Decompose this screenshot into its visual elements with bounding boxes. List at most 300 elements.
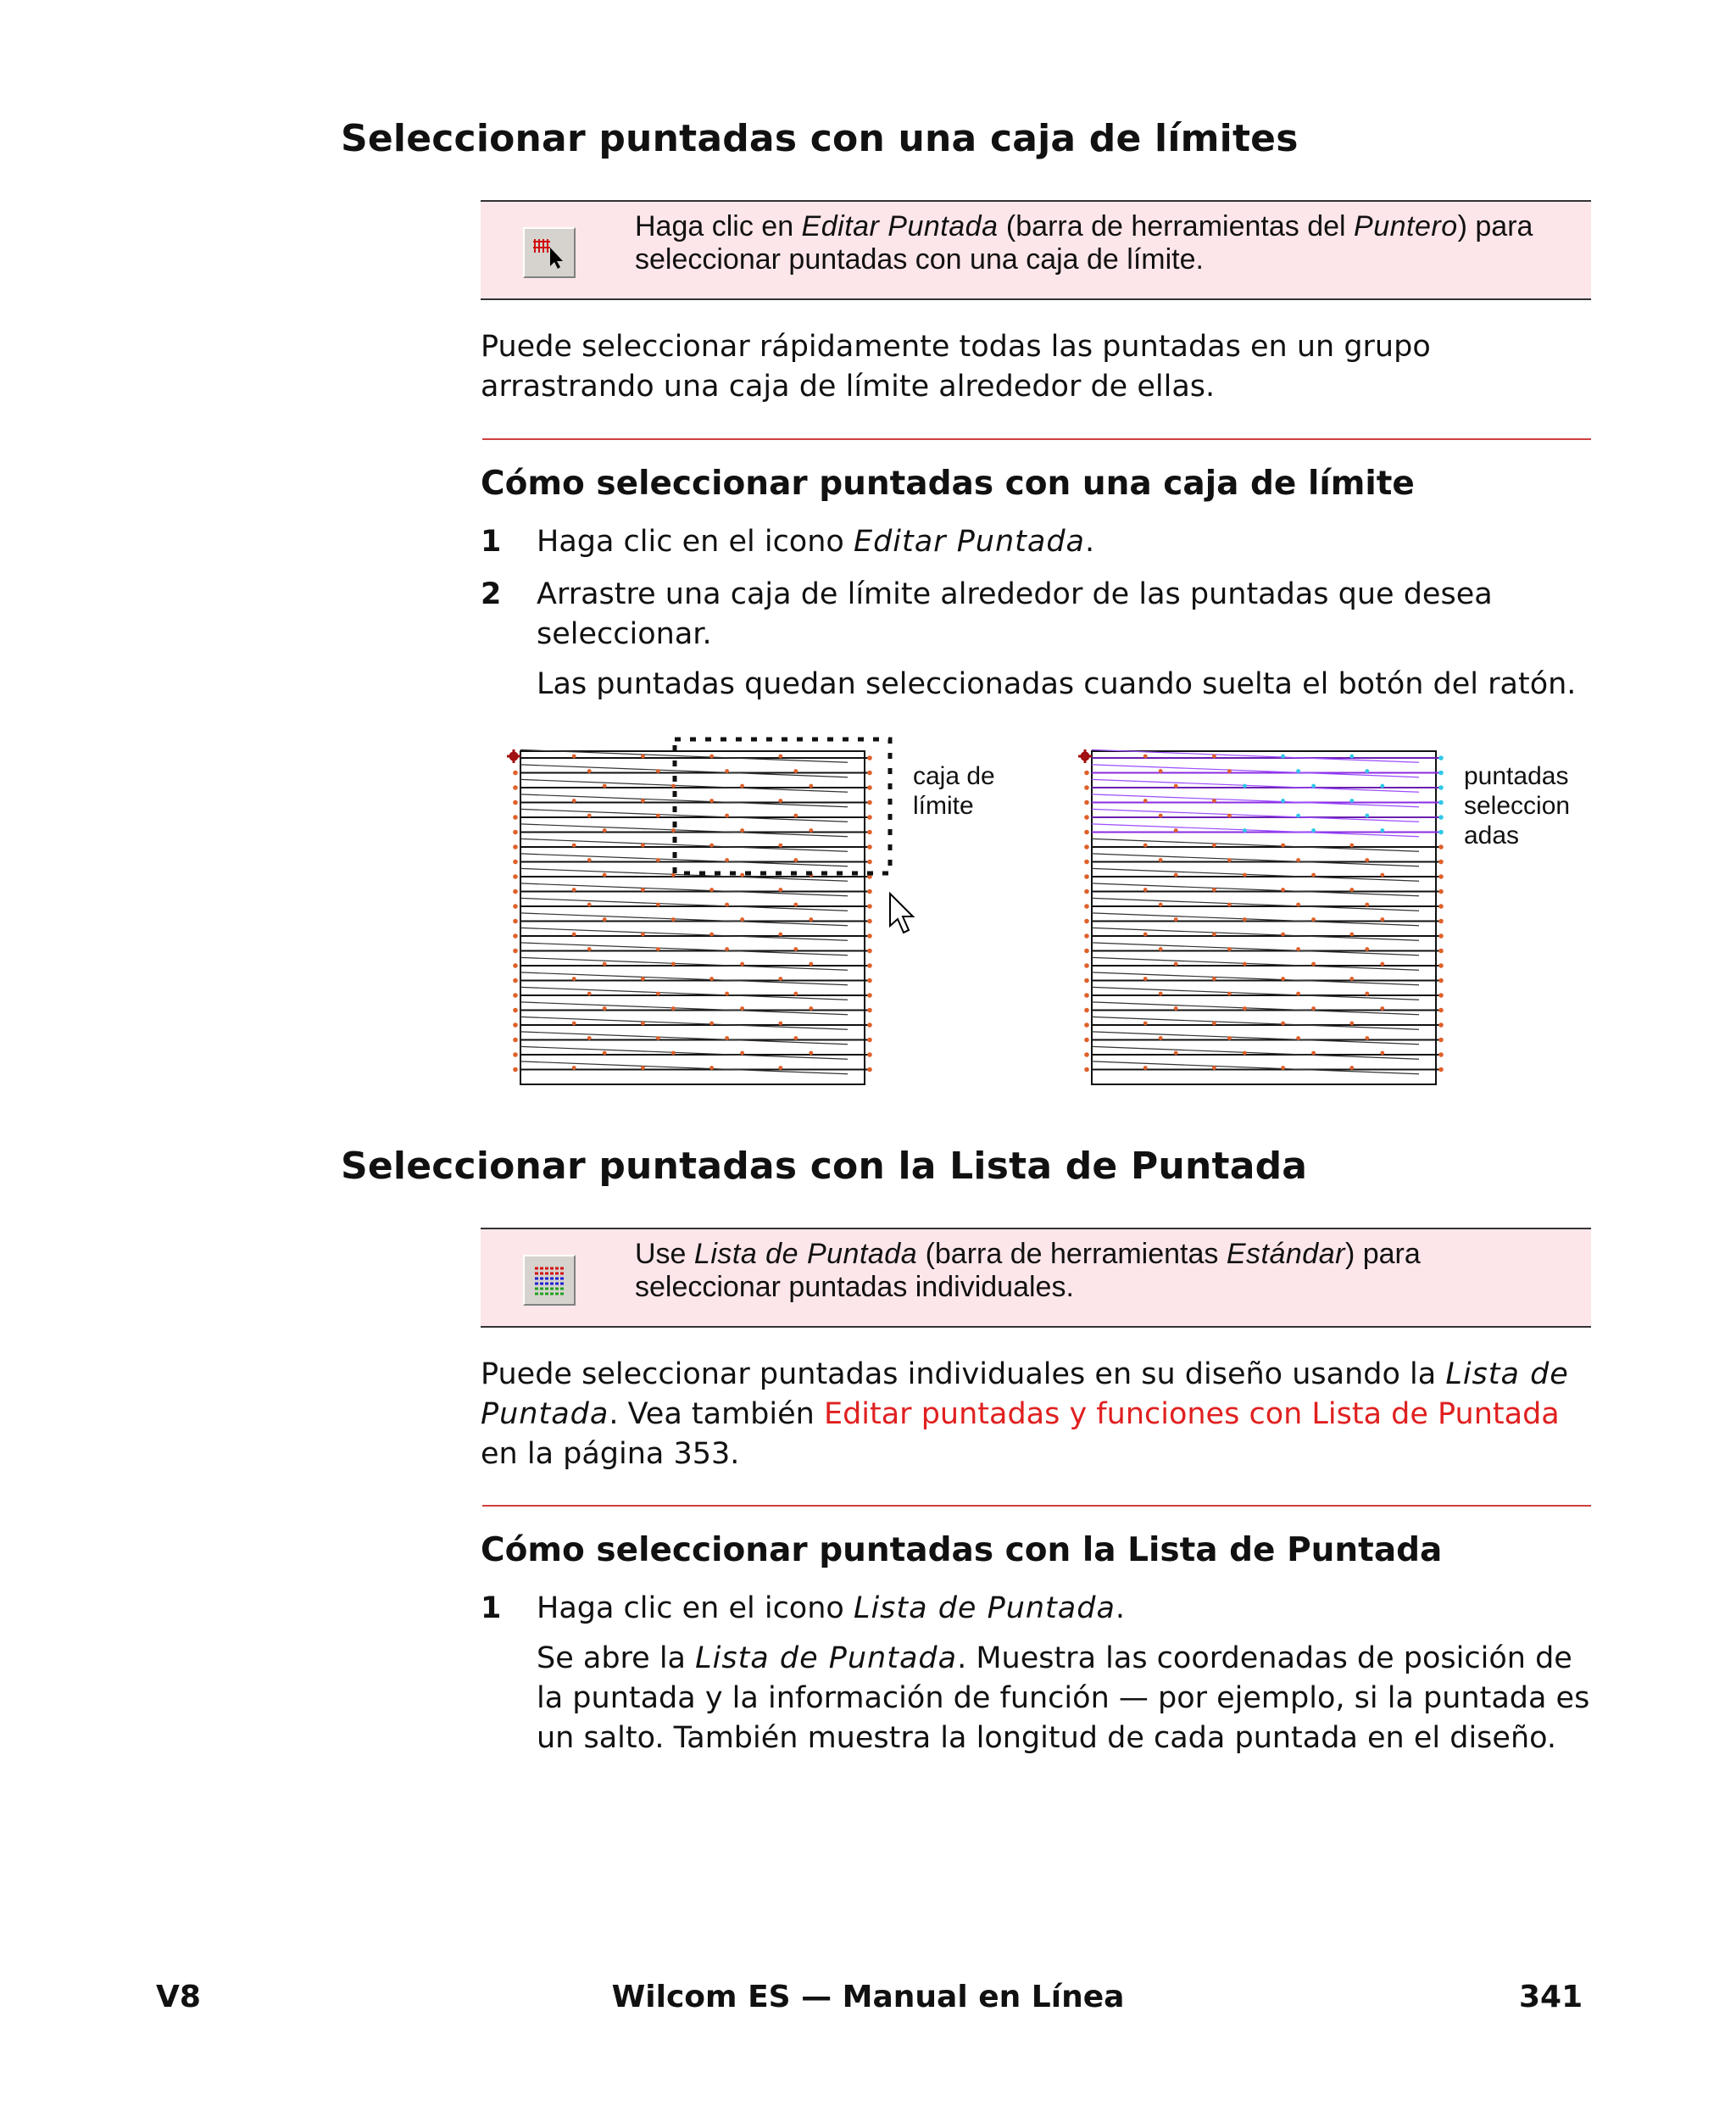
intro-text-part: Puede seleccionar puntadas individuales en su diseño usando la bbox=[481, 1357, 1446, 1391]
step-text: Arrastre una caja de límite alrededor de las puntadas que desea seleccionar. bbox=[537, 577, 1493, 651]
needle-point bbox=[1438, 874, 1444, 879]
needle-point bbox=[709, 888, 714, 892]
needle-point bbox=[1380, 784, 1384, 788]
needle-point bbox=[1349, 799, 1354, 803]
needle-point bbox=[1084, 933, 1089, 939]
tip-box-stitch-list bbox=[481, 1228, 1591, 1328]
needle-point bbox=[671, 1006, 676, 1011]
needle-point bbox=[778, 977, 782, 981]
needle-point bbox=[867, 1067, 872, 1072]
needle-point bbox=[1212, 755, 1216, 759]
step-result: Las puntadas quedan seleccionadas cuando suelta el botón del ratón. bbox=[537, 667, 1577, 701]
divider-rule bbox=[482, 438, 1591, 440]
needle-point bbox=[1349, 977, 1354, 981]
divider-rule bbox=[482, 1505, 1591, 1507]
section-title-bounding-box: Seleccionar puntadas con una caja de límites bbox=[341, 117, 1299, 160]
needle-point bbox=[656, 947, 660, 951]
needle-point bbox=[1243, 828, 1247, 833]
stitch-line bbox=[1092, 809, 1419, 822]
stitch-line bbox=[1092, 928, 1419, 940]
needle-point bbox=[809, 1051, 813, 1056]
stitch-line bbox=[1092, 883, 1419, 896]
label-line: puntadas bbox=[1464, 762, 1569, 790]
needle-point bbox=[1174, 1051, 1178, 1056]
needle-point bbox=[725, 992, 729, 996]
needle-point bbox=[513, 904, 518, 909]
needle-point bbox=[1311, 784, 1316, 788]
needle-point bbox=[867, 1038, 872, 1043]
needle-point bbox=[656, 992, 660, 996]
needle-point bbox=[1380, 1006, 1384, 1011]
needle-point bbox=[1438, 919, 1444, 924]
needle-point bbox=[513, 1022, 518, 1028]
needle-point bbox=[1084, 963, 1089, 968]
needle-point bbox=[1227, 1036, 1232, 1040]
needle-point bbox=[587, 769, 592, 773]
needle-point bbox=[587, 814, 592, 818]
needle-point bbox=[867, 889, 872, 894]
needle-point bbox=[709, 1066, 714, 1070]
needle-point bbox=[1243, 1006, 1247, 1011]
step-tool-name: Lista de Puntada bbox=[853, 1591, 1116, 1625]
needle-point bbox=[1084, 889, 1089, 894]
footer-manual-title: Wilcom ES — Manual en Línea bbox=[611, 1980, 1125, 2014]
needle-point bbox=[656, 858, 660, 862]
needle-point bbox=[793, 992, 798, 996]
stitch-line bbox=[1092, 868, 1419, 881]
needle-point bbox=[1143, 888, 1148, 892]
needle-point bbox=[1438, 933, 1444, 939]
tip-tool-name: Editar Puntada bbox=[801, 210, 999, 242]
needle-point bbox=[513, 978, 518, 983]
needle-point bbox=[1311, 828, 1316, 833]
needle-point bbox=[1438, 1052, 1444, 1057]
needle-point bbox=[1438, 904, 1444, 909]
needle-point bbox=[1296, 858, 1300, 862]
needle-point bbox=[572, 1066, 576, 1070]
needle-point bbox=[656, 814, 660, 818]
needle-point bbox=[1084, 1022, 1089, 1028]
needle-point bbox=[1296, 903, 1300, 907]
needle-point bbox=[1174, 873, 1178, 877]
needle-point bbox=[1380, 828, 1384, 833]
needle-point bbox=[1438, 800, 1444, 805]
needle-point bbox=[1143, 933, 1148, 937]
needle-point bbox=[1084, 844, 1089, 850]
stitch-line bbox=[520, 794, 848, 807]
needle-point bbox=[867, 860, 872, 865]
needle-point bbox=[867, 963, 872, 968]
needle-point bbox=[1243, 784, 1247, 788]
stitch-line bbox=[1092, 824, 1419, 837]
tip-text-part: ) para bbox=[1457, 210, 1533, 242]
stitch-line bbox=[520, 943, 848, 955]
needle-point bbox=[603, 917, 607, 922]
needle-point bbox=[1212, 1066, 1216, 1070]
needle-point bbox=[1243, 962, 1247, 967]
needle-point bbox=[709, 844, 714, 848]
needle-point bbox=[671, 962, 676, 967]
needle-point bbox=[1243, 917, 1247, 922]
needle-point bbox=[725, 858, 729, 862]
needle-point bbox=[1084, 1038, 1089, 1043]
tip-text bbox=[635, 210, 1576, 276]
needle-point bbox=[572, 977, 576, 981]
needle-point bbox=[1143, 844, 1148, 848]
needle-point bbox=[1380, 962, 1384, 967]
label-line: seleccion bbox=[1464, 792, 1571, 820]
needle-point bbox=[572, 888, 576, 892]
needle-point bbox=[1380, 917, 1384, 922]
step-number: 1 bbox=[481, 1591, 502, 1625]
label-line: adas bbox=[1464, 822, 1520, 850]
needle-point bbox=[867, 978, 872, 983]
needle-point bbox=[867, 785, 872, 790]
needle-point bbox=[1281, 755, 1285, 759]
needle-point bbox=[1159, 947, 1163, 951]
needle-point bbox=[809, 917, 813, 922]
needle-point bbox=[1227, 947, 1232, 951]
tip-text bbox=[635, 1238, 1576, 1304]
needle-point bbox=[1311, 1006, 1316, 1011]
step-tool-name: Editar Puntada bbox=[853, 525, 1086, 559]
needle-point bbox=[587, 1036, 592, 1040]
needle-point bbox=[1349, 1022, 1354, 1026]
stitch-line bbox=[520, 898, 848, 911]
needle-point bbox=[641, 977, 645, 981]
needle-point bbox=[1281, 888, 1285, 892]
needle-point bbox=[740, 917, 744, 922]
needle-point bbox=[778, 933, 782, 937]
needle-point bbox=[587, 992, 592, 996]
label-line: límite bbox=[913, 792, 974, 820]
needle-point bbox=[1243, 873, 1247, 877]
needle-point bbox=[513, 1008, 518, 1013]
needle-point bbox=[1174, 784, 1178, 788]
stitch-line bbox=[520, 1032, 848, 1045]
needle-point bbox=[867, 904, 872, 909]
needle-point bbox=[809, 784, 813, 788]
tip-text-part: Haga clic en bbox=[635, 210, 802, 242]
needle-point bbox=[1212, 844, 1216, 848]
needle-point bbox=[709, 977, 714, 981]
needle-point bbox=[1212, 888, 1216, 892]
result-text-part: . Muestra las coordenadas de posición de la puntada y la información de función — por ejemplo, si la puntada es un salto. También muestra la longitud de cada puntada en el diseño. bbox=[537, 1641, 1590, 1755]
needle-point bbox=[1084, 800, 1089, 805]
needle-point bbox=[793, 947, 798, 951]
needle-point bbox=[1296, 992, 1300, 996]
stitch-line bbox=[520, 957, 848, 970]
needle-point bbox=[1438, 1067, 1444, 1072]
needle-point bbox=[1438, 949, 1444, 954]
needle-point bbox=[1227, 858, 1232, 862]
needle-point bbox=[1143, 755, 1148, 759]
tip-text-part: (barra de herramientas del bbox=[998, 210, 1355, 242]
step-text bbox=[537, 1589, 1600, 1629]
needle-point bbox=[725, 903, 729, 907]
needle-point bbox=[603, 873, 607, 877]
needle-point bbox=[641, 933, 645, 937]
stitch-block-selected bbox=[1084, 749, 1444, 1084]
needle-point bbox=[1084, 1052, 1089, 1057]
result-text-part: Se abre la bbox=[537, 1641, 696, 1675]
needle-point bbox=[1365, 903, 1369, 907]
needle-point bbox=[793, 769, 798, 773]
intro-paragraph bbox=[481, 1355, 1600, 1474]
needle-point bbox=[793, 903, 798, 907]
step-text-part: . bbox=[1085, 525, 1095, 559]
step-number: 2 bbox=[481, 577, 502, 611]
needle-point bbox=[809, 828, 813, 833]
step-result bbox=[537, 1639, 1600, 1758]
needle-point bbox=[1084, 919, 1089, 924]
stitch-line bbox=[1092, 779, 1419, 792]
needle-point bbox=[656, 769, 660, 773]
start-marker-icon bbox=[1078, 749, 1092, 763]
needle-point bbox=[1365, 858, 1369, 862]
step-text-part: . bbox=[1115, 1591, 1126, 1625]
stitch-line bbox=[1092, 1017, 1419, 1029]
edit-stitch-icon[interactable] bbox=[523, 227, 576, 278]
needle-point bbox=[1281, 1022, 1285, 1026]
needle-point bbox=[725, 814, 729, 818]
needle-point bbox=[513, 1038, 518, 1043]
stitch-line bbox=[1092, 913, 1419, 926]
needle-point bbox=[1349, 844, 1354, 848]
needle-point bbox=[1438, 755, 1444, 760]
needle-point bbox=[1084, 860, 1089, 865]
needle-point bbox=[740, 784, 744, 788]
needle-point bbox=[671, 917, 676, 922]
needle-point bbox=[1296, 814, 1300, 818]
needle-point bbox=[793, 858, 798, 862]
needle-point bbox=[587, 858, 592, 862]
needle-point bbox=[778, 1022, 782, 1026]
stitch-line bbox=[520, 1061, 848, 1074]
cross-reference-link[interactable]: Editar puntadas y funciones con Lista de Puntada bbox=[823, 1397, 1560, 1431]
needle-point bbox=[1084, 993, 1089, 998]
stitch-line bbox=[1092, 957, 1419, 970]
needle-point bbox=[740, 962, 744, 967]
needle-point bbox=[867, 919, 872, 924]
mouse-pointer-icon bbox=[890, 894, 913, 933]
needle-point bbox=[809, 962, 813, 967]
needle-point bbox=[1438, 860, 1444, 865]
needle-point bbox=[513, 860, 518, 865]
needle-point bbox=[1281, 933, 1285, 937]
needle-point bbox=[513, 1067, 518, 1072]
needle-point bbox=[671, 828, 676, 833]
procedure-title: Cómo seleccionar puntadas con una caja de límite bbox=[481, 465, 1415, 503]
needle-point bbox=[1438, 978, 1444, 983]
step-text bbox=[537, 522, 1600, 562]
needle-point bbox=[1084, 815, 1089, 820]
needle-point bbox=[513, 1052, 518, 1057]
needle-point bbox=[1143, 799, 1148, 803]
needle-point bbox=[641, 1066, 645, 1070]
stitch-line bbox=[520, 1002, 848, 1015]
tip-tool-name: Lista de Puntada bbox=[693, 1238, 918, 1270]
needle-point bbox=[740, 1006, 744, 1011]
stitch-line bbox=[1092, 1032, 1419, 1045]
needle-point bbox=[1143, 977, 1148, 981]
stitch-line bbox=[520, 765, 848, 777]
needle-point bbox=[778, 844, 782, 848]
needle-point bbox=[513, 963, 518, 968]
needle-point bbox=[1380, 873, 1384, 877]
stitch-line bbox=[1092, 1061, 1419, 1074]
tip-text-part: seleccionar puntadas con una caja de límite. bbox=[635, 243, 1204, 276]
needle-point bbox=[1174, 828, 1178, 833]
needle-point bbox=[1212, 977, 1216, 981]
needle-point bbox=[1365, 992, 1369, 996]
stitch-line bbox=[1092, 838, 1419, 851]
needle-point bbox=[740, 828, 744, 833]
needle-point bbox=[867, 933, 872, 939]
needle-point bbox=[867, 1008, 872, 1013]
needle-point bbox=[1227, 814, 1232, 818]
tip-toolbar-name: Puntero bbox=[1354, 210, 1458, 242]
needle-point bbox=[1084, 1008, 1089, 1013]
needle-point bbox=[603, 1051, 607, 1056]
stitch-line bbox=[1092, 972, 1419, 985]
needle-point bbox=[1349, 755, 1354, 759]
stitch-line bbox=[520, 987, 848, 1000]
needle-point bbox=[513, 889, 518, 894]
needle-point bbox=[572, 844, 576, 848]
needle-point bbox=[1438, 1008, 1444, 1013]
tip-text-part: (barra de herramientas bbox=[917, 1238, 1227, 1270]
stitch-line bbox=[520, 928, 848, 940]
needle-point bbox=[513, 800, 518, 805]
needle-point bbox=[1227, 903, 1232, 907]
stitch-line bbox=[1092, 794, 1419, 807]
stitch-line bbox=[520, 1046, 848, 1059]
needle-point bbox=[1349, 933, 1354, 937]
needle-point bbox=[671, 873, 676, 877]
needle-point bbox=[725, 769, 729, 773]
stitch-line bbox=[520, 854, 848, 866]
needle-point bbox=[1365, 947, 1369, 951]
needle-point bbox=[867, 993, 872, 998]
footer-page-number: 341 bbox=[1519, 1980, 1583, 2014]
intro-paragraph: Puede seleccionar rápidamente todas las puntadas en un grupo arrastrando una caja de límite alrededor de ellas. bbox=[481, 330, 1431, 404]
needle-point bbox=[793, 1036, 798, 1040]
needle-point bbox=[1084, 1067, 1089, 1072]
needle-point bbox=[656, 903, 660, 907]
needle-point bbox=[513, 815, 518, 820]
tip-text-part: ) para bbox=[1344, 1238, 1421, 1270]
needle-point bbox=[603, 962, 607, 967]
needle-point bbox=[671, 784, 676, 788]
needle-point bbox=[1438, 993, 1444, 998]
needle-point bbox=[1174, 917, 1178, 922]
step-text-part: Haga clic en el icono bbox=[537, 1591, 854, 1625]
needle-point bbox=[1281, 844, 1285, 848]
stitch-line bbox=[520, 838, 848, 851]
needle-point bbox=[1438, 771, 1444, 776]
needle-point bbox=[1212, 799, 1216, 803]
tip-box-edit-stitch bbox=[481, 200, 1591, 300]
needle-point bbox=[867, 800, 872, 805]
needle-point bbox=[1311, 962, 1316, 967]
stitch-line bbox=[520, 972, 848, 985]
needle-point bbox=[1174, 962, 1178, 967]
needle-point bbox=[1084, 874, 1089, 879]
needle-point bbox=[1349, 888, 1354, 892]
needle-point bbox=[867, 815, 872, 820]
stitch-line bbox=[1092, 854, 1419, 866]
needle-point bbox=[778, 1066, 782, 1070]
needle-point bbox=[1243, 1051, 1247, 1056]
needle-point bbox=[572, 755, 576, 759]
needle-point bbox=[740, 1051, 744, 1056]
needle-point bbox=[1084, 978, 1089, 983]
step-number: 1 bbox=[481, 525, 502, 559]
needle-point bbox=[709, 1022, 714, 1026]
needle-point bbox=[1380, 1051, 1384, 1056]
needle-point bbox=[1365, 814, 1369, 818]
tip-toolbar-name: Estándar bbox=[1226, 1238, 1345, 1270]
needle-point bbox=[867, 830, 872, 835]
needle-point bbox=[587, 947, 592, 951]
needle-point bbox=[603, 828, 607, 833]
needle-point bbox=[671, 1051, 676, 1056]
stitch-list-icon[interactable] bbox=[523, 1255, 576, 1306]
needle-point bbox=[1296, 947, 1300, 951]
needle-point bbox=[572, 933, 576, 937]
needle-point bbox=[1311, 1051, 1316, 1056]
needle-point bbox=[603, 1006, 607, 1011]
stitch-line bbox=[1092, 898, 1419, 911]
stitch-block-unselected bbox=[513, 749, 872, 1084]
needle-point bbox=[1212, 933, 1216, 937]
stitch-line bbox=[520, 824, 848, 837]
needle-point bbox=[1281, 1066, 1285, 1070]
needle-point bbox=[725, 947, 729, 951]
needle-point bbox=[1281, 977, 1285, 981]
needle-point bbox=[778, 755, 782, 759]
needle-point bbox=[1438, 1038, 1444, 1043]
stitch-line bbox=[1092, 1002, 1419, 1015]
needle-point bbox=[1438, 785, 1444, 790]
intro-tool-name: Lista de Puntada bbox=[481, 1357, 1569, 1431]
needle-point bbox=[641, 844, 645, 848]
needle-point bbox=[1281, 799, 1285, 803]
needle-point bbox=[641, 888, 645, 892]
needle-point bbox=[1438, 889, 1444, 894]
needle-point bbox=[1438, 963, 1444, 968]
procedure-title: Cómo seleccionar puntadas con la Lista de Puntada bbox=[481, 1531, 1443, 1569]
needle-point bbox=[513, 830, 518, 835]
needle-point bbox=[656, 1036, 660, 1040]
needle-point bbox=[1438, 844, 1444, 850]
needle-point bbox=[809, 1006, 813, 1011]
needle-point bbox=[1084, 830, 1089, 835]
needle-point bbox=[709, 933, 714, 937]
needle-point bbox=[778, 888, 782, 892]
result-tool-name: Lista de Puntada bbox=[695, 1641, 958, 1675]
needle-point bbox=[1227, 992, 1232, 996]
needle-point bbox=[1212, 1022, 1216, 1026]
needle-point bbox=[1311, 873, 1316, 877]
label-line: caja de bbox=[913, 762, 995, 790]
needle-point bbox=[1159, 1036, 1163, 1040]
needle-point bbox=[572, 1022, 576, 1026]
needle-point bbox=[1438, 815, 1444, 820]
needle-point bbox=[1296, 769, 1300, 773]
tip-text-part: seleccionar puntadas individuales. bbox=[635, 1271, 1074, 1303]
